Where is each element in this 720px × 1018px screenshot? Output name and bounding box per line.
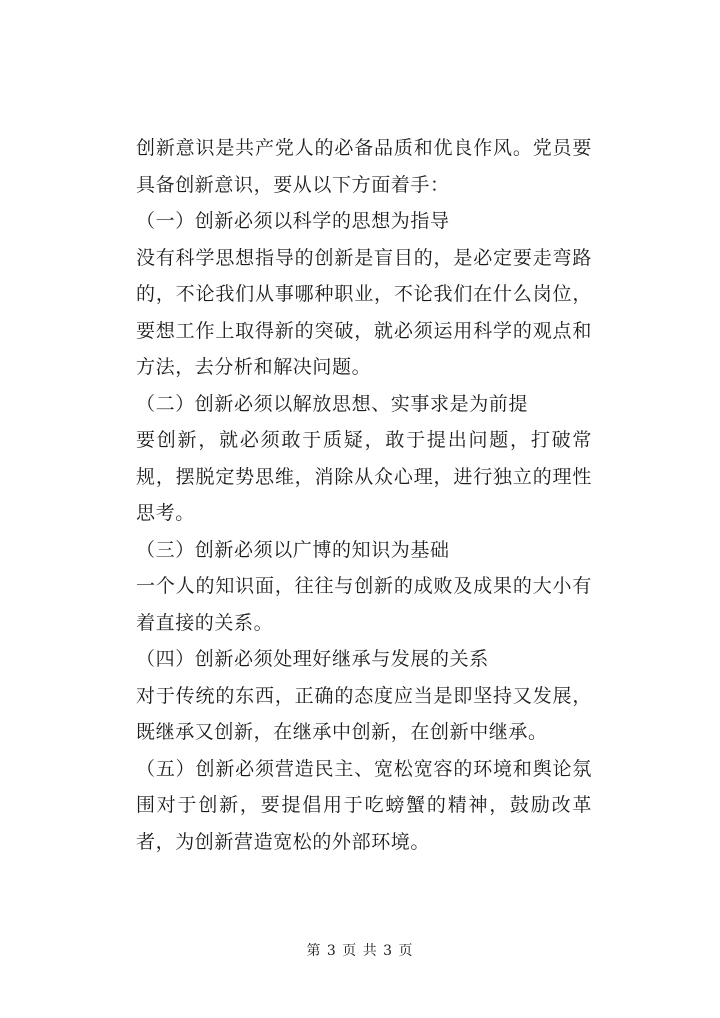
paragraph-section-2: 要创新，就必须敢于质疑，敢于提出问题，打破常规，摆脱定势思维，消除从众心理，进行独立的理性思考。 (136, 429, 592, 524)
page-number-label: 第 3 页 共 3 页 (306, 943, 414, 959)
paragraph-section-4: 对于传统的东西，正确的态度应当是即坚持又发展，既继承又创新，在继承中创新，在创新中继承。 (136, 684, 592, 743)
section-heading-1: （一）创新必须以科学的思想为指导 (136, 210, 450, 232)
document-body (136, 130, 592, 860)
section-heading-4: （四）创新必须处理好继承与发展的关系 (136, 648, 489, 670)
paragraph-intro: 创新意识是共产党人的必备品质和优良作风。党员要具备创新意识，要从以下方面着手： (136, 137, 592, 196)
paragraph-section-3: 一个人的知识面，往往与创新的成败及成果的大小有着直接的关系。 (136, 575, 592, 634)
section-heading-3: （三）创新必须以广博的知识为基础 (136, 538, 450, 561)
page-footer (0, 940, 720, 960)
section-heading-2: （二）创新必须以解放思想、实事求是为前提 (136, 392, 529, 415)
paragraph-section-5: （五）创新必须营造民主、宽松宽容的环境和舆论氛围对于创新，要提倡用于吃螃蟹的精神，鼓励改革者，为创新营造宽松的外部环境。 (136, 757, 592, 853)
paragraph-section-1: 没有科学思想指导的创新是盲目的，是必定要走弯路的，不论我们从事哪种职业，不论我们在什么岗位，要想工作上取得新的突破，就必须运用科学的观点和方法，去分析和解决问题。 (136, 246, 592, 378)
